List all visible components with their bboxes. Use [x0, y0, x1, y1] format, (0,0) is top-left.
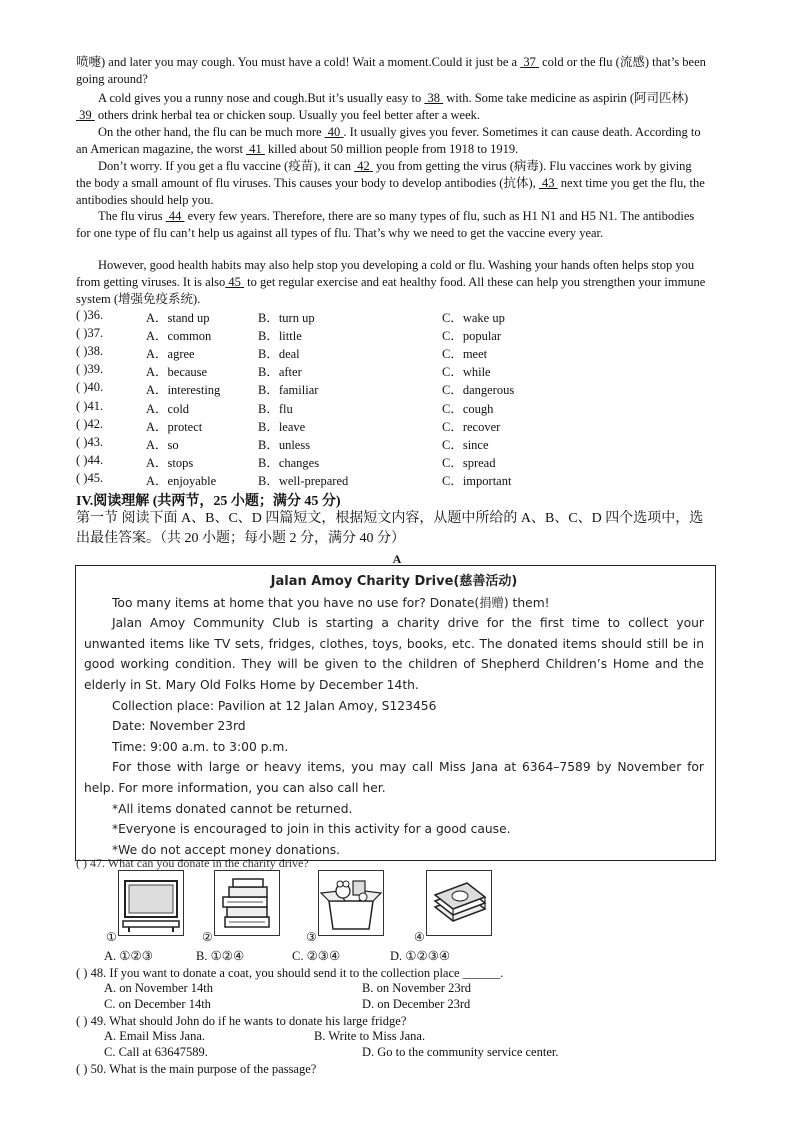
cloze-paragraph-5: The flu virus 44 every few years. Therefore, there are so many types of flu, such as H1 N1 and H5 N1. The antibodies for one type of flu can’t help us against all types of flu. That’s why we need to get the vaccine every year. — [76, 209, 695, 240]
option-c: C．cough — [442, 401, 494, 416]
question-47-stem: ( ) 47. What can you donate in the charity drive? — [76, 856, 309, 870]
q49-option-b: B. Write to Miss Jana. — [314, 1029, 426, 1043]
q48-option-a: A. on November 14th — [104, 981, 214, 995]
option-b: B．turn up — [258, 311, 315, 325]
section-heading: IV.阅读理解 (共两节，25 小题；满分 45 分) — [76, 494, 341, 509]
option-number: ( )40. — [76, 380, 104, 395]
q49-option-d: D. Go to the community service center. — [362, 1045, 559, 1059]
option-b: B．familiar — [258, 383, 319, 398]
option-row — [76, 326, 716, 344]
money-bundle-icon — [426, 870, 492, 936]
notice-contact: For those with large or heavy items, you may call Miss Jana at 6364–7589 by November for help. For more information, you can also call her. — [84, 760, 704, 795]
option-c: C．since — [442, 437, 489, 452]
option-b: B．well-prepared — [258, 473, 349, 488]
option-row — [76, 435, 716, 453]
q47-option-b: B. ①②④ — [196, 949, 245, 963]
option-c: C．meet — [442, 347, 488, 362]
option-number: ( )42. — [76, 416, 104, 431]
q47-option-a: A. ①②③ — [104, 949, 153, 963]
notice-time: Time: 9:00 a.m. to 3:00 p.m. — [112, 739, 289, 754]
blank-39: 39 — [79, 108, 92, 122]
question-50-stem: ( ) 50. What is the main purpose of the passage? — [76, 1062, 317, 1076]
option-c: C．spread — [442, 455, 496, 470]
box-of-toys-icon — [318, 870, 384, 936]
q47-option-d: D. ①②③④ — [390, 949, 451, 963]
q49-option-c: C. Call at 63647589. — [104, 1045, 208, 1059]
option-row — [76, 471, 716, 489]
notice-note-2: *Everyone is encouraged to join in this activity for a good cause. — [112, 822, 511, 837]
option-number: ( )43. — [76, 434, 104, 449]
option-c: C．recover — [442, 419, 501, 434]
option-b: B．changes — [258, 455, 320, 470]
blank-37: 37 — [523, 55, 536, 69]
option-a: A．stand up — [146, 311, 210, 325]
option-c: C．popular — [442, 329, 502, 344]
option-b: B．after — [258, 365, 302, 380]
option-b: B．unless — [258, 437, 311, 452]
blank-38: 38 — [427, 91, 440, 105]
option-a: A．enjoyable — [146, 473, 217, 488]
q48-option-c: C. on December 14th — [104, 997, 211, 1011]
option-c: C．while — [442, 365, 491, 380]
option-row — [76, 399, 716, 417]
question-49-stem: ( ) 49. What should John do if he wants to donate his large fridge? — [76, 1014, 407, 1028]
option-b: B．little — [258, 329, 302, 344]
option-number: ( )45. — [76, 470, 104, 485]
option-number: ( )39. — [76, 362, 104, 377]
option-a: A．protect — [146, 419, 203, 434]
q49-option-a: A. Email Miss Jana. — [104, 1029, 206, 1043]
section-instruction: 第一节 阅读下面 A、B、C、D 四篇短文，根据短文内容，从题中所给的 A、B、C、D 四个选项中，选出最佳答案。（共 20 小题；每小题 2 分，满分 40 分） — [76, 511, 704, 546]
blank-44: 44 — [168, 209, 182, 223]
blank-41: 41 — [249, 142, 262, 156]
option-c: C．wake up — [442, 311, 505, 325]
cloze-paragraph-4: Don’t worry. If you get a flu vaccine (疫苗), it can 42 you from getting the virus (病毒). Flu vaccines work by giving the body a small amount of flu viruses. This causes your body to develop antibodies (抗体), 43 next time you get the flu, the antibodies should help you. — [76, 159, 705, 207]
notice-note-3: *We do not accept money donations. — [112, 842, 341, 857]
option-a: A．so — [146, 437, 179, 452]
option-a: A．common — [146, 329, 212, 344]
option-a: A．stops — [146, 455, 194, 470]
option-row — [76, 453, 716, 471]
option-number: ( )36. — [76, 308, 104, 322]
option-row — [76, 308, 716, 326]
image-label-2: ② — [202, 930, 213, 944]
option-number: ( )41. — [76, 398, 104, 413]
q48-option-d: D. on December 23rd — [362, 997, 471, 1011]
option-b: B．leave — [258, 419, 306, 434]
notice-title: Jalan Amoy Charity Drive(慈善活动) — [270, 574, 518, 589]
option-c: C．important — [442, 473, 512, 488]
tv-set-icon — [118, 870, 184, 936]
option-row — [76, 344, 716, 362]
option-number: ( )37. — [76, 326, 104, 341]
option-a: A．interesting — [146, 383, 221, 398]
notice-place: Collection place: Pavilion at 12 Jalan Amoy, S123456 — [112, 698, 437, 713]
image-label-4: ④ — [414, 930, 425, 944]
passage-label: A — [392, 552, 402, 566]
option-number: ( )44. — [76, 452, 104, 467]
option-a: A．cold — [146, 401, 190, 416]
notice-note-1: *All items donated cannot be returned. — [112, 801, 353, 816]
option-row — [76, 362, 716, 380]
image-label-3: ③ — [306, 930, 317, 944]
option-c: C．dangerous — [442, 383, 515, 398]
blank-40: 40 — [327, 125, 341, 139]
blank-42: 42 — [357, 159, 370, 173]
q47-option-c: C. ②③④ — [292, 949, 341, 963]
notice-details: Jalan Amoy Community Club is starting a charity drive for the first time to collect your unwanted items like TV sets, fridges, clothes, toys, books, etc. The donated items should still be in good working condition. They will be given to the children of Shepherd Children’s Home and the elderly in St. Mary Old Folks Home by December 14th. — [84, 616, 704, 692]
option-b: B．deal — [258, 347, 300, 362]
option-a: A．agree — [146, 347, 195, 362]
cloze-paragraph-6: However, good health habits may also help stop you developing a cold or flu. Washing your hands often helps stop you from getting viruses. It is also 45 to get regular exercise and eat healthy food. All these can help you strengthen your immune system (增强免疫系统). — [76, 258, 706, 306]
blank-43: 43 — [542, 176, 555, 190]
q48-option-b: B. on November 23rd — [362, 981, 472, 995]
stack-of-books-icon — [214, 870, 280, 936]
notice-intro: Too many items at home that you have no use for? Donate(捐赠) them! — [112, 595, 550, 610]
cloze-paragraph-2: A cold gives you a runny nose and cough.But it’s usually easy to 38 with. Some take medicine as aspirin (阿司匹林) 39 others drink herbal tea or chicken soup. Usually you feel better after a week. — [76, 90, 706, 124]
option-a: A．because — [146, 365, 208, 380]
option-row — [76, 417, 716, 435]
image-label-1: ① — [106, 930, 117, 944]
cloze-paragraph-1: 喷嚏) and later you may cough. You must have a cold! Wait a moment.Could it just be a 37 cold or the flu (流感) that’s been going around? — [76, 55, 706, 86]
notice-date: Date: November 23rd — [112, 719, 246, 734]
question-48-stem: ( ) 48. If you want to donate a coat, you should send it to the collection place ______. — [76, 966, 504, 980]
cloze-paragraph-3: On the other hand, the flu can be much more 40 . It usually gives you fever. Sometimes it can cause death. According to an American magazine, the worst 41 killed about 50 million people from 1918 to 1919. — [76, 125, 701, 156]
option-number: ( )38. — [76, 344, 104, 359]
blank-45: 45 — [228, 275, 241, 289]
charity-notice-box — [75, 565, 716, 861]
option-b: B．flu — [258, 401, 293, 416]
option-row — [76, 380, 716, 398]
